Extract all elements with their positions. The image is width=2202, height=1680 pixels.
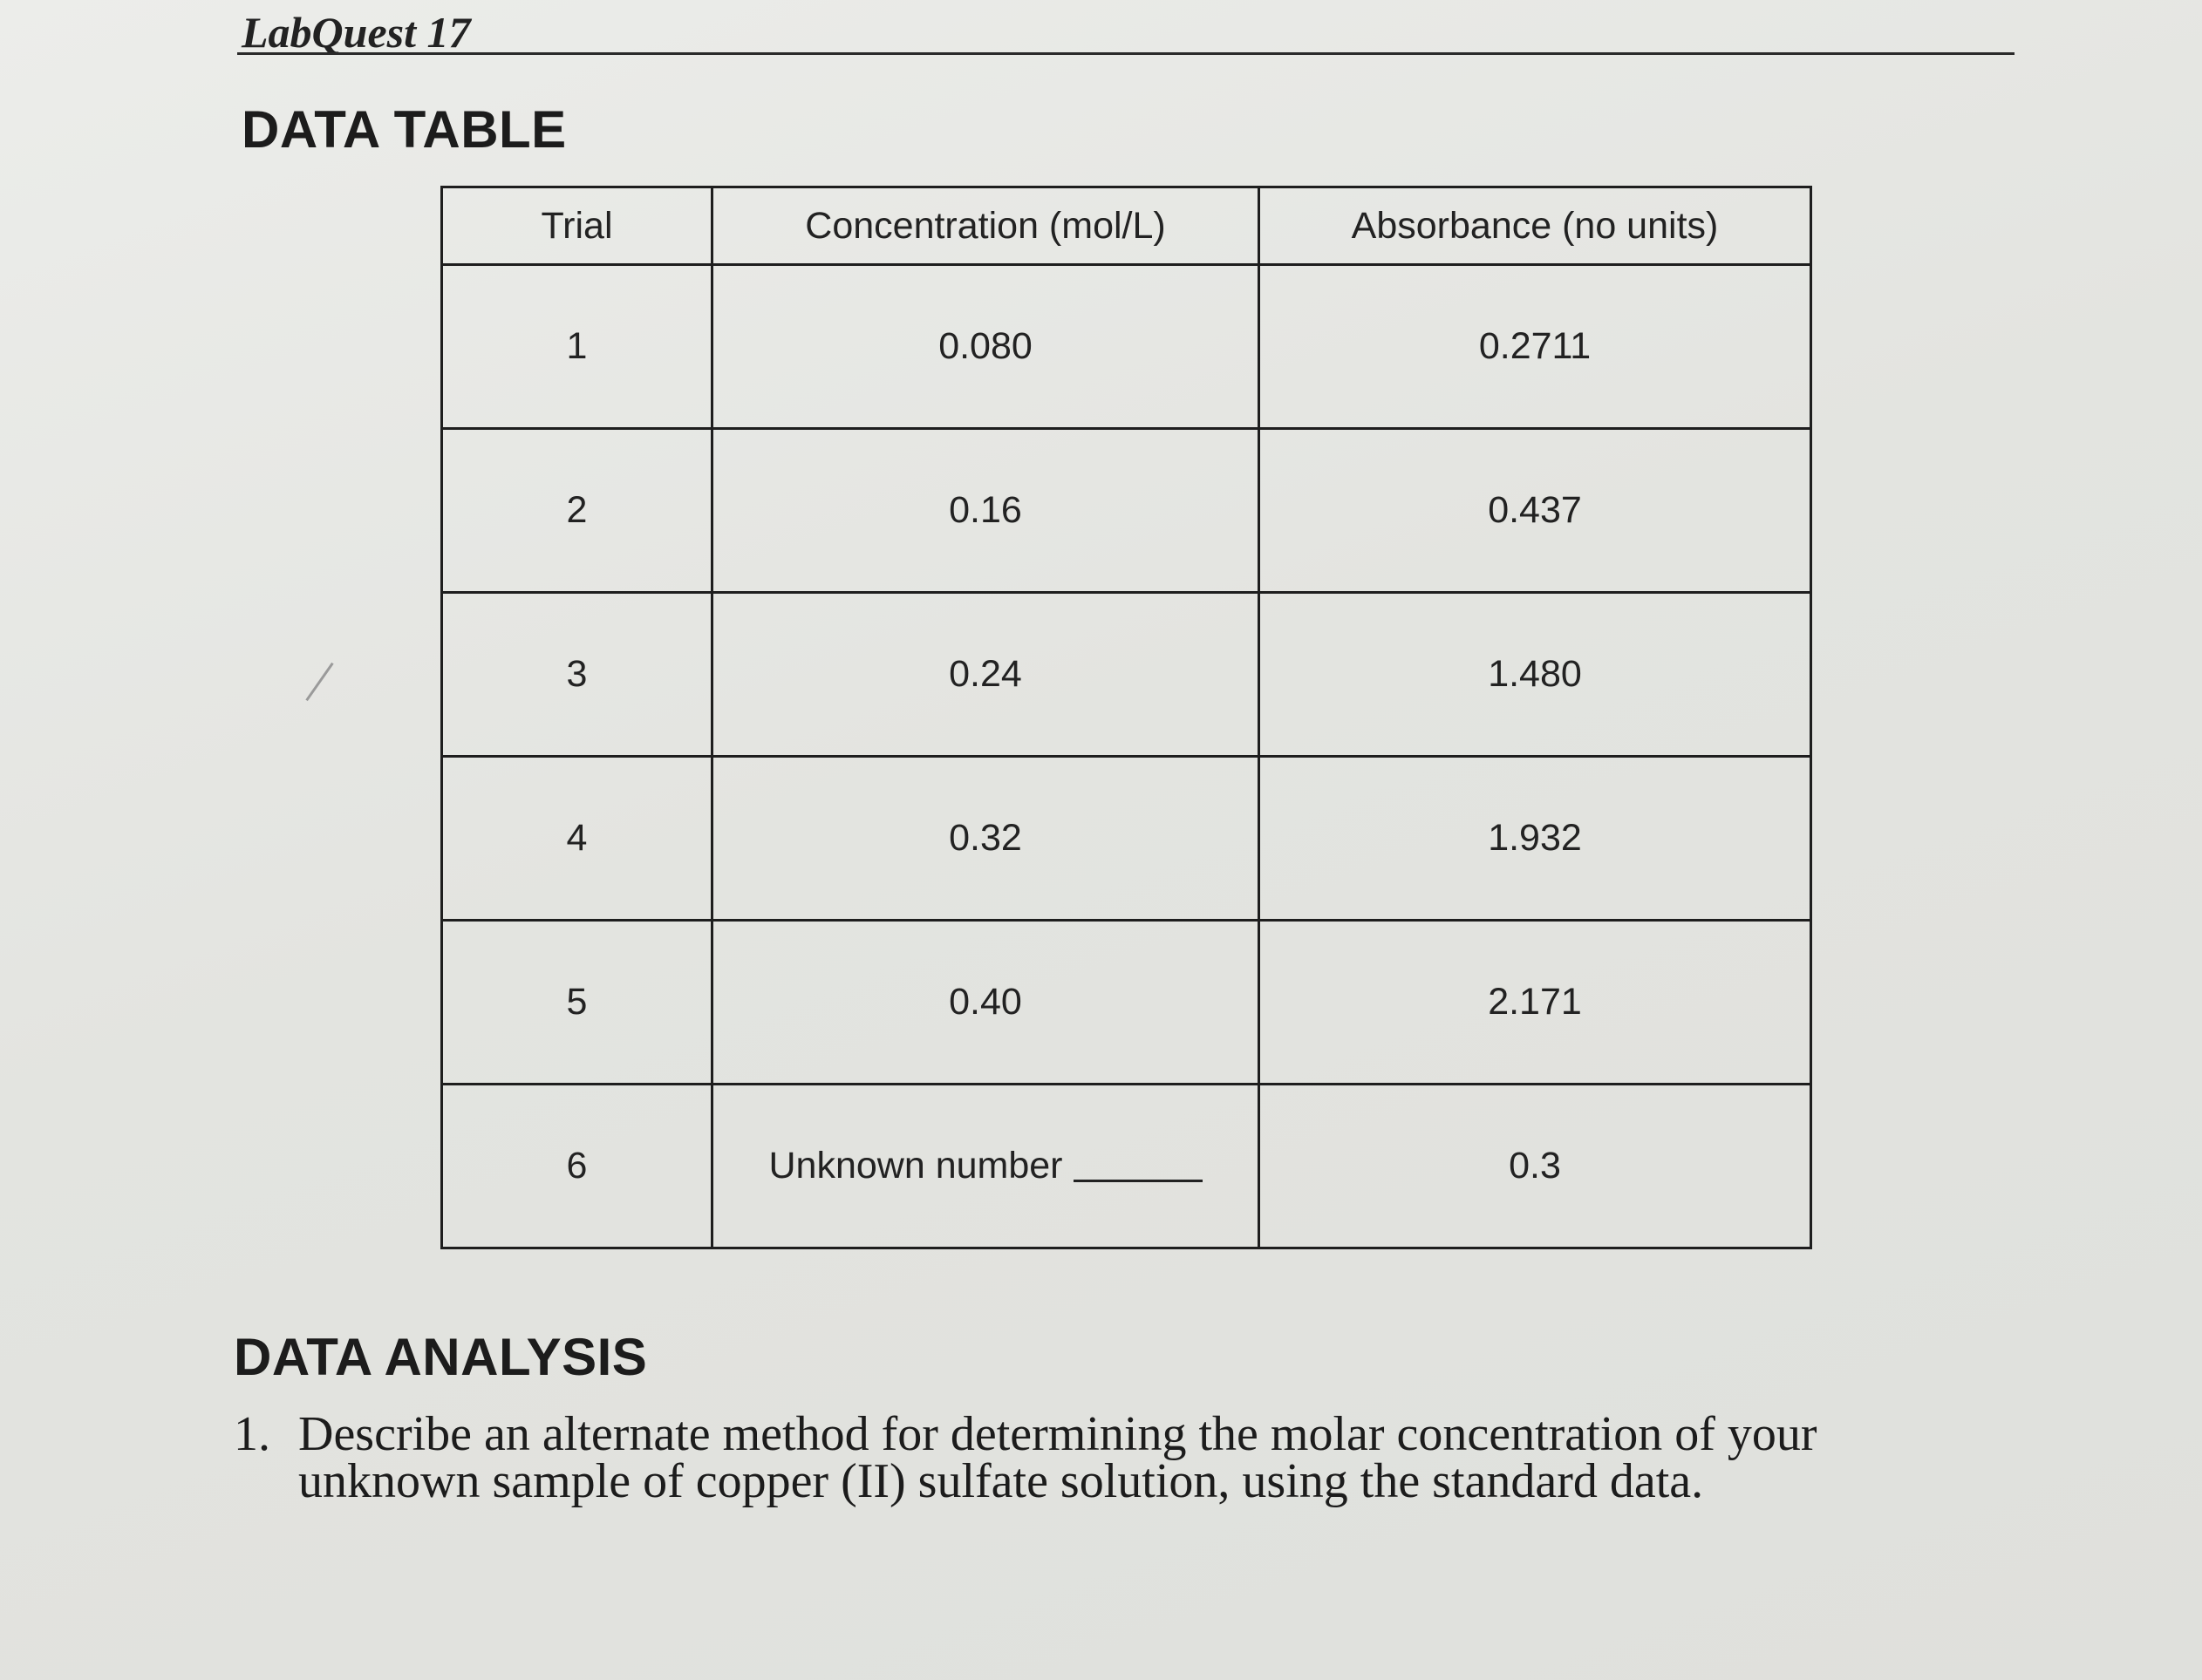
stray-pen-mark	[305, 663, 333, 701]
table-row	[442, 757, 1811, 921]
trial-cell: 5	[442, 921, 712, 1085]
absorbance-cell[interactable]: 2.171	[1259, 921, 1811, 1085]
trial-cell: 2	[442, 429, 712, 593]
absorbance-cell[interactable]: 0.437	[1259, 429, 1811, 593]
data-table	[440, 186, 1812, 1249]
table-row	[442, 265, 1811, 429]
table-row	[442, 921, 1811, 1085]
page-header-title: LabQuest 17	[242, 8, 471, 57]
column-header-concentration: Concentration (mol/L)	[712, 187, 1259, 265]
trial-cell: 4	[442, 757, 712, 921]
question-text: Describe an alternate method for determining the molar concentration of your unknown sample of copper (II) sulfate solution, using the standard data.	[298, 1407, 1817, 1508]
concentration-cell: 0.080	[712, 265, 1259, 429]
trial-cell: 6	[442, 1085, 712, 1248]
concentration-cell	[712, 1085, 1259, 1248]
data-analysis-heading: DATA ANALYSIS	[234, 1328, 648, 1386]
data-table-heading: DATA TABLE	[242, 100, 567, 159]
header-rule	[237, 52, 2015, 55]
concentration-cell: 0.40	[712, 921, 1259, 1085]
absorbance-cell[interactable]: 0.2711	[1259, 265, 1811, 429]
table-header-row	[442, 187, 1811, 265]
absorbance-cell[interactable]: 1.480	[1259, 593, 1811, 757]
column-header-trial: Trial	[442, 187, 712, 265]
table-row	[442, 593, 1811, 757]
unknown-number-blank[interactable]	[1074, 1179, 1203, 1182]
absorbance-cell[interactable]: 0.3	[1259, 1085, 1811, 1248]
concentration-cell: 0.24	[712, 593, 1259, 757]
trial-cell: 1	[442, 265, 712, 429]
unknown-number-label: Unknown number	[768, 1145, 1063, 1187]
table-row	[442, 1085, 1811, 1248]
absorbance-cell[interactable]: 1.932	[1259, 757, 1811, 921]
concentration-cell: 0.16	[712, 429, 1259, 593]
question-number: 1.	[234, 1407, 270, 1461]
column-header-absorbance: Absorbance (no units)	[1259, 187, 1811, 265]
table-row	[442, 429, 1811, 593]
unknown-number-field	[768, 1145, 1202, 1187]
concentration-cell: 0.32	[712, 757, 1259, 921]
trial-cell: 3	[442, 593, 712, 757]
